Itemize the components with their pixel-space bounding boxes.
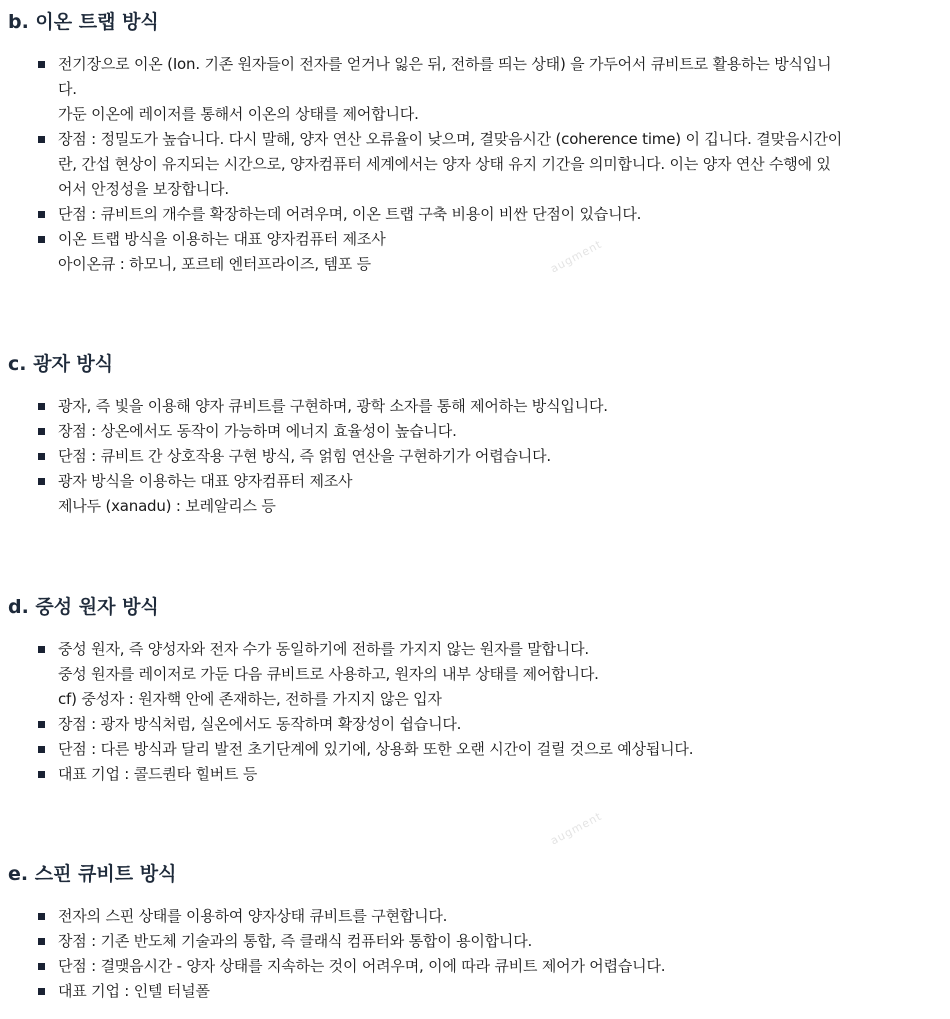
square-bullet-icon: [38, 211, 45, 218]
bullet-list: [0, 904, 950, 1004]
list-item-text: 다.: [58, 80, 77, 98]
list-item: [0, 954, 950, 979]
list-item-text: 제나두 (xanadu) : 보레알리스 등: [58, 497, 276, 515]
list-item-text: cf) 중성자 : 원자핵 안에 존재하는, 전하를 가지지 않은 입자: [58, 690, 442, 708]
watermark: augment: [548, 237, 605, 276]
list-item: [0, 979, 950, 1004]
list-item: [0, 712, 950, 737]
section-heading: d. 중성 원자 방식: [8, 596, 159, 618]
square-bullet-icon: [38, 988, 45, 995]
list-item-text: 단점 : 큐비트의 개수를 확장하는데 어려우며, 이온 트랩 구축 비용이 비싼 단점이 있습니다.: [58, 205, 642, 223]
list-item: [0, 637, 950, 712]
section-heading: b. 이온 트랩 방식: [8, 11, 159, 33]
list-item-text: 전자의 스핀 상태를 이용하여 양자상태 큐비트를 구현합니다.: [58, 907, 448, 925]
section-heading: e. 스핀 큐비트 방식: [8, 863, 177, 885]
bullet-list: [0, 394, 950, 519]
list-item-text: 중성 원자, 즉 양성자와 전자 수가 동일하기에 전하를 가지지 않는 원자를 말합니다.: [58, 640, 589, 658]
list-item: [0, 737, 950, 762]
list-item-text: 어서 안정성을 보장합니다.: [58, 180, 229, 198]
list-item-text: 란, 간섭 현상이 유지되는 시간으로, 양자컴퓨터 세계에서는 양자 상태 유지 기간을 의미합니다. 이는 양자 연산 수행에 있: [58, 155, 831, 173]
square-bullet-icon: [38, 428, 45, 435]
square-bullet-icon: [38, 403, 45, 410]
square-bullet-icon: [38, 478, 45, 485]
list-item-text: 단점 : 다른 방식과 달리 발전 초기단계에 있기에, 상용화 또한 오랜 시간이 걸릴 것으로 예상됩니다.: [58, 740, 694, 758]
list-item-text: 단점 : 큐비트 간 상호작용 구현 방식, 즉 얽힘 연산을 구현하기가 어렵습니다.: [58, 447, 551, 465]
watermark: augment: [548, 809, 605, 848]
square-bullet-icon: [38, 913, 45, 920]
list-item-text: 이온 트랩 방식을 이용하는 대표 양자컴퓨터 제조사: [58, 230, 386, 248]
list-item-text: 대표 기업 : 콜드퀀타 힐버트 등: [58, 765, 258, 783]
section-neutral-atom: [0, 594, 950, 787]
list-item: [0, 762, 950, 787]
square-bullet-icon: [38, 771, 45, 778]
list-item-text: 장점 : 기존 반도체 기술과의 통합, 즉 클래식 컴퓨터와 통합이 용이합니다.: [58, 932, 533, 950]
list-item-text: 가둔 이온에 레이저를 통해서 이온의 상태를 제어합니다.: [58, 105, 419, 123]
section-spin-qubit: [0, 861, 950, 1004]
list-item: [0, 929, 950, 954]
square-bullet-icon: [38, 746, 45, 753]
square-bullet-icon: [38, 453, 45, 460]
section-photon: [0, 351, 950, 519]
square-bullet-icon: [38, 646, 45, 653]
list-item: [0, 419, 950, 444]
list-item-text: 대표 기업 : 인텔 터널폴: [58, 982, 210, 1000]
list-item-text: 중성 원자를 레이저로 가둔 다음 큐비트로 사용하고, 원자의 내부 상태를 제어합니다.: [58, 665, 599, 683]
square-bullet-icon: [38, 136, 45, 143]
list-item: [0, 904, 950, 929]
square-bullet-icon: [38, 236, 45, 243]
list-item: [0, 227, 950, 277]
list-item-text: 광자 방식을 이용하는 대표 양자컴퓨터 제조사: [58, 472, 353, 490]
bullet-list: [0, 637, 950, 787]
list-item-text: 장점 : 광자 방식처럼, 실온에서도 동작하며 확장성이 쉽습니다.: [58, 715, 462, 733]
list-item: [0, 394, 950, 419]
list-item-text: 단점 : 결맺음시간 - 양자 상태를 지속하는 것이 어려우며, 이에 따라 큐비트 제어가 어렵습니다.: [58, 957, 666, 975]
section-heading: c. 광자 방식: [8, 353, 114, 375]
square-bullet-icon: [38, 721, 45, 728]
section-ion-trap: [0, 9, 950, 277]
square-bullet-icon: [38, 61, 45, 68]
list-item: [0, 127, 950, 202]
square-bullet-icon: [38, 938, 45, 945]
list-item-text: 전기장으로 이온 (Ion. 기존 원자들이 전자를 얻거나 잃은 뒤, 전하를 띄는 상태) 을 가두어서 큐비트로 활용하는 방식입니: [58, 55, 832, 73]
square-bullet-icon: [38, 963, 45, 970]
list-item-text: 아이온큐 : 하모니, 포르테 엔터프라이즈, 템포 등: [58, 255, 371, 273]
list-item-text: 장점 : 상온에서도 동작이 가능하며 에너지 효율성이 높습니다.: [58, 422, 457, 440]
list-item: [0, 469, 950, 519]
list-item: [0, 444, 950, 469]
list-item-text: 광자, 즉 빛을 이용해 양자 큐비트를 구현하며, 광학 소자를 통해 제어하는 방식입니다.: [58, 397, 608, 415]
list-item-text: 장점 : 정밀도가 높습니다. 다시 말해, 양자 연산 오류율이 낮으며, 결맞음시간 (coherence time) 이 깁니다. 결맞음시간이: [58, 130, 843, 148]
list-item: [0, 202, 950, 227]
list-item: [0, 52, 950, 127]
bullet-list: [0, 52, 950, 277]
